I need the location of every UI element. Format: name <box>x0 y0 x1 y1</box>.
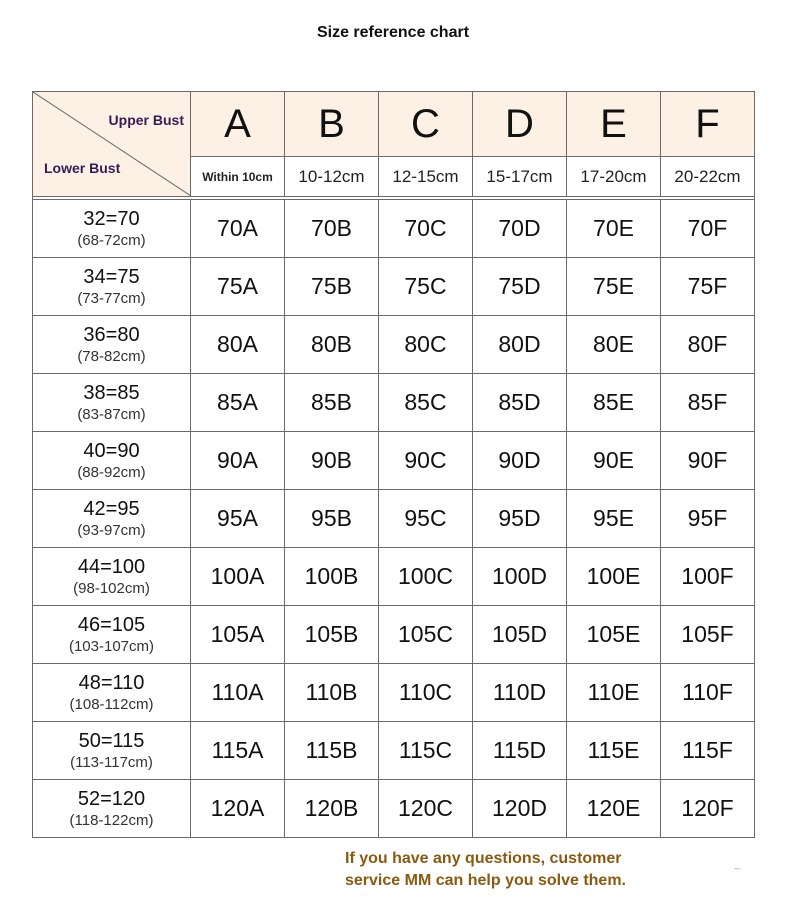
band-size-label: 32=70 <box>83 207 140 230</box>
size-cell-f: 90F <box>661 432 755 490</box>
table-row <box>33 664 755 722</box>
size-cell-d: 70D <box>473 200 567 258</box>
size-cell-d: 80D <box>473 316 567 374</box>
cup-header-c: C <box>379 92 473 157</box>
upper-bust-label: Upper Bust <box>108 112 184 128</box>
band-size-cell <box>33 432 191 490</box>
range-header-a: Within 10cm <box>191 157 285 197</box>
size-cell-a: 75A <box>191 258 285 316</box>
band-range-label: (93-97cm) <box>77 521 146 539</box>
size-cell-d: 100D <box>473 548 567 606</box>
size-cell-e: 115E <box>567 722 661 780</box>
size-cell-d: 110D <box>473 664 567 722</box>
band-range-label: (108-112cm) <box>69 695 154 713</box>
band-size-label: 34=75 <box>83 265 140 288</box>
size-cell-f: 115F <box>661 722 755 780</box>
cup-header-f: F <box>661 92 755 157</box>
band-range-label: (73-77cm) <box>77 289 146 307</box>
size-cell-e: 80E <box>567 316 661 374</box>
size-cell-f: 85F <box>661 374 755 432</box>
size-cell-d: 105D <box>473 606 567 664</box>
table-row <box>33 374 755 432</box>
size-cell-c: 70C <box>379 200 473 258</box>
band-size-label: 46=105 <box>77 613 146 636</box>
page-title: Size reference chart <box>316 24 470 41</box>
size-cell-a: 70A <box>191 200 285 258</box>
size-cell-f: 105F <box>661 606 755 664</box>
size-cell-a: 115A <box>191 722 285 780</box>
table-row <box>33 316 755 374</box>
band-range-label: (83-87cm) <box>77 405 146 423</box>
band-range-label: (98-102cm) <box>73 579 150 597</box>
band-size-cell <box>33 606 191 664</box>
band-size-cell <box>33 722 191 780</box>
band-size-cell <box>33 780 191 838</box>
size-cell-f: 95F <box>661 490 755 548</box>
band-size-cell <box>33 258 191 316</box>
range-header-e: 17-20cm <box>567 157 661 197</box>
size-chart-table <box>32 91 755 838</box>
cup-header-b: B <box>285 92 379 157</box>
table-row <box>33 490 755 548</box>
size-cell-d: 120D <box>473 780 567 838</box>
lower-bust-label: Lower Bust <box>44 160 121 176</box>
decorative-tilde: ~ <box>734 862 742 876</box>
size-cell-c: 120C <box>379 780 473 838</box>
size-cell-e: 70E <box>567 200 661 258</box>
band-size-cell <box>33 490 191 548</box>
size-cell-a: 110A <box>191 664 285 722</box>
size-cell-c: 110C <box>379 664 473 722</box>
cup-header-d: D <box>473 92 567 157</box>
table-row <box>33 780 755 838</box>
size-cell-b: 80B <box>285 316 379 374</box>
size-cell-d: 85D <box>473 374 567 432</box>
band-size-cell <box>33 548 191 606</box>
size-cell-b: 115B <box>285 722 379 780</box>
band-size-label: 40=90 <box>83 439 140 462</box>
band-size-label: 52=120 <box>77 787 146 810</box>
size-cell-b: 75B <box>285 258 379 316</box>
band-range-label: (103-107cm) <box>68 637 155 655</box>
size-cell-d: 75D <box>473 258 567 316</box>
cup-header-a: A <box>191 92 285 157</box>
size-cell-b: 95B <box>285 490 379 548</box>
band-size-label: 36=80 <box>83 323 140 346</box>
range-header-b: 10-12cm <box>285 157 379 197</box>
band-size-cell <box>33 316 191 374</box>
size-cell-e: 110E <box>567 664 661 722</box>
diagonal-divider <box>33 92 191 196</box>
size-cell-e: 85E <box>567 374 661 432</box>
size-cell-c: 75C <box>379 258 473 316</box>
size-cell-b: 85B <box>285 374 379 432</box>
band-range-label: (113-117cm) <box>70 753 153 771</box>
size-cell-a: 95A <box>191 490 285 548</box>
size-cell-b: 70B <box>285 200 379 258</box>
size-cell-c: 95C <box>379 490 473 548</box>
footnote-line-1: If you have any questions, customer <box>345 850 622 867</box>
size-cell-e: 105E <box>567 606 661 664</box>
corner-header-cell <box>33 92 191 197</box>
band-size-label: 50=115 <box>78 729 145 752</box>
size-cell-b: 100B <box>285 548 379 606</box>
size-cell-f: 80F <box>661 316 755 374</box>
band-size-label: 44=100 <box>77 555 146 578</box>
band-range-label: (68-72cm) <box>77 231 146 249</box>
band-size-label: 38=85 <box>83 381 140 404</box>
size-cell-e: 120E <box>567 780 661 838</box>
table-row <box>33 258 755 316</box>
band-size-label: 42=95 <box>83 497 140 520</box>
size-cell-a: 100A <box>191 548 285 606</box>
size-cell-c: 100C <box>379 548 473 606</box>
table-row <box>33 722 755 780</box>
table-row <box>33 606 755 664</box>
size-cell-c: 85C <box>379 374 473 432</box>
table-row <box>33 548 755 606</box>
size-cell-c: 115C <box>379 722 473 780</box>
size-cell-c: 80C <box>379 316 473 374</box>
size-cell-a: 120A <box>191 780 285 838</box>
band-range-label: (78-82cm) <box>77 347 146 365</box>
table-row <box>33 200 755 258</box>
size-cell-e: 75E <box>567 258 661 316</box>
size-cell-b: 110B <box>285 664 379 722</box>
cup-header-row <box>33 92 755 157</box>
size-cell-b: 105B <box>285 606 379 664</box>
size-cell-b: 90B <box>285 432 379 490</box>
size-cell-f: 75F <box>661 258 755 316</box>
cup-header-e: E <box>567 92 661 157</box>
size-cell-c: 90C <box>379 432 473 490</box>
size-cell-f: 70F <box>661 200 755 258</box>
size-cell-e: 95E <box>567 490 661 548</box>
size-cell-f: 100F <box>661 548 755 606</box>
size-cell-a: 105A <box>191 606 285 664</box>
size-cell-b: 120B <box>285 780 379 838</box>
size-cell-c: 105C <box>379 606 473 664</box>
band-size-label: 48=110 <box>78 671 145 694</box>
size-cell-d: 115D <box>473 722 567 780</box>
size-cell-d: 95D <box>473 490 567 548</box>
band-size-cell <box>33 664 191 722</box>
size-cell-d: 90D <box>473 432 567 490</box>
size-cell-a: 90A <box>191 432 285 490</box>
footnote-line-2: service MM can help you solve them. <box>345 872 626 889</box>
table-row <box>33 432 755 490</box>
size-cell-e: 100E <box>567 548 661 606</box>
size-cell-a: 80A <box>191 316 285 374</box>
size-cell-f: 120F <box>661 780 755 838</box>
customer-service-note <box>345 848 626 892</box>
band-range-label: (118-122cm) <box>69 811 154 829</box>
size-cell-e: 90E <box>567 432 661 490</box>
range-header-c: 12-15cm <box>379 157 473 197</box>
size-cell-a: 85A <box>191 374 285 432</box>
band-range-label: (88-92cm) <box>77 463 146 481</box>
range-header-d: 15-17cm <box>473 157 567 197</box>
band-size-cell <box>33 200 191 258</box>
range-header-f: 20-22cm <box>661 157 755 197</box>
band-size-cell <box>33 374 191 432</box>
size-cell-f: 110F <box>661 664 755 722</box>
